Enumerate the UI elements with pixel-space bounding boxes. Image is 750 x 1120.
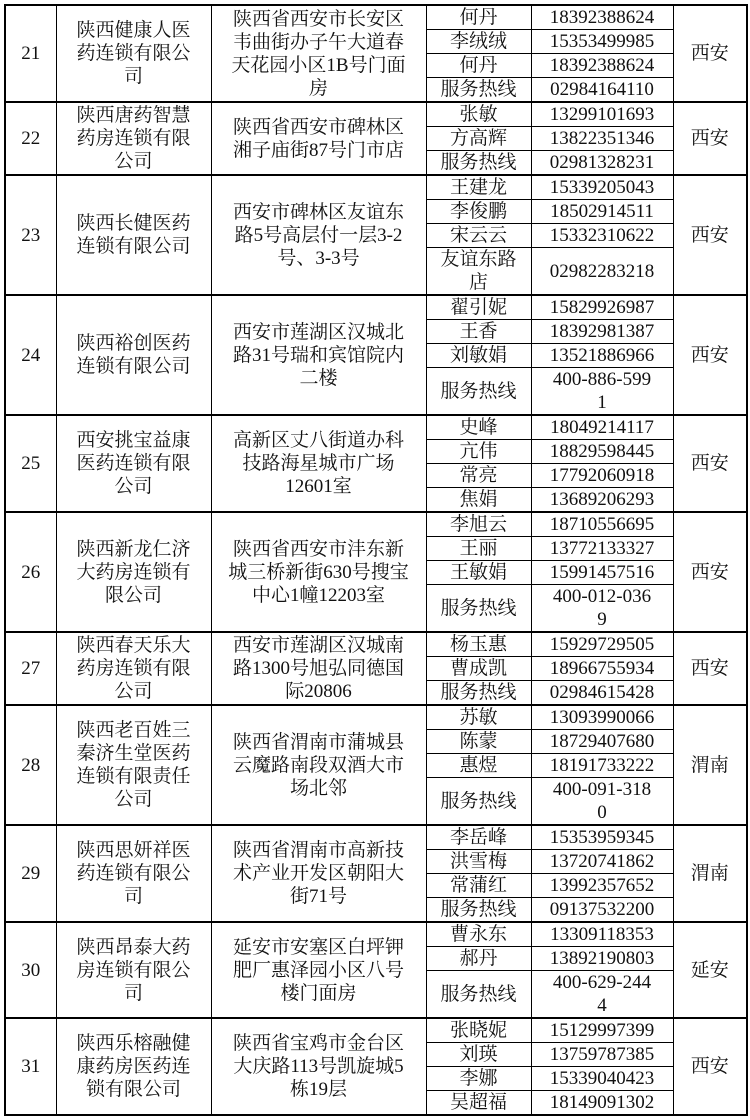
- company-name-text: 陕西思妍祥医药连锁有限公司: [76, 840, 191, 907]
- contact-name-text: 常蒲红: [449, 875, 507, 896]
- contact-name: [426, 1091, 531, 1116]
- company-block-first-row: [5, 922, 747, 947]
- contact-name-text: 宋云云: [449, 225, 507, 246]
- contact-name-text: 杨玉惠: [449, 634, 507, 655]
- company-name-text: 陕西新龙仁济大药房连锁有限公司: [76, 538, 191, 606]
- contact-phone: [531, 151, 673, 176]
- contact-name: [426, 537, 531, 561]
- contact-name: [426, 295, 531, 320]
- contact-phone: [531, 512, 673, 537]
- contact-name-text: 王建龙: [449, 177, 507, 198]
- company-name: [56, 295, 211, 415]
- contact-phone: [531, 415, 673, 440]
- contact-name-text: 洪雪梅: [449, 851, 507, 872]
- company-address-text: 高新区丈八街道办科技路海星城市广场12601室: [232, 430, 404, 497]
- contact-name-text: 史峰: [459, 417, 498, 438]
- contact-name: [426, 464, 531, 488]
- company-address-text: 陕西省西安市长安区韦曲街办子午大道春天花园小区1B号门面房: [231, 8, 406, 99]
- contact-phone-text: 18392981387: [549, 321, 655, 342]
- row-number: [5, 825, 56, 922]
- row-number: [5, 512, 56, 632]
- contact-phone-text: 400-886-5991: [552, 369, 652, 413]
- contact-name: [426, 5, 531, 30]
- contact-name-text: 张敏: [459, 104, 498, 125]
- city-name-text: 西安: [690, 344, 729, 366]
- company-name: [56, 102, 211, 175]
- contact-phone-text: 18149091302: [549, 1092, 655, 1113]
- contact-name-text: 服务热线: [440, 983, 517, 1005]
- contact-phone-text: 13720741862: [549, 851, 655, 872]
- city-name: [673, 295, 747, 415]
- contact-name: [426, 415, 531, 440]
- contact-phone: [531, 368, 673, 416]
- contact-phone: [531, 488, 673, 513]
- contact-phone: [531, 127, 673, 151]
- city-name-text: 西安: [690, 453, 729, 474]
- company-block-first-row: [5, 1018, 747, 1043]
- contact-phone: [531, 705, 673, 730]
- contact-name: [426, 825, 531, 850]
- contact-name-text: 吴超福: [449, 1092, 507, 1113]
- company-name-text: 陕西春天乐大药房连锁有限公司: [76, 635, 191, 702]
- contact-name: [426, 947, 531, 971]
- contact-phone: [531, 754, 673, 778]
- row-number: [5, 5, 56, 102]
- company-block-first-row: [5, 102, 747, 127]
- company-name: [56, 5, 211, 102]
- row-number-text: 22: [21, 128, 41, 149]
- contact-phone: [531, 320, 673, 344]
- contact-phone-text: 400-091-3180: [552, 779, 652, 823]
- contact-phone-text: 15991457516: [549, 562, 655, 583]
- row-number-text: 21: [21, 43, 41, 64]
- contact-name-text: 服务热线: [440, 380, 517, 402]
- city-name-text: 西安: [690, 1056, 729, 1077]
- row-number: [5, 1018, 56, 1115]
- contact-phone: [531, 200, 673, 224]
- company-address: [211, 102, 426, 175]
- row-number-text: 26: [21, 561, 41, 583]
- contact-phone-text: 15339205043: [549, 177, 655, 198]
- company-name-text: 陕西健康人医药连锁有限公司: [76, 20, 191, 87]
- row-number-text: 28: [21, 754, 41, 776]
- contact-name-text: 陈蒙: [459, 731, 498, 752]
- contact-phone: [531, 175, 673, 200]
- contact-phone: [531, 681, 673, 706]
- contact-name: [426, 1043, 531, 1067]
- contact-phone: [531, 295, 673, 320]
- contact-name-text: 何丹: [459, 55, 498, 76]
- contact-name: [426, 898, 531, 923]
- row-number-text: 27: [21, 658, 41, 679]
- contact-name-text: 王丽: [459, 538, 498, 559]
- contact-name-text: 翟引妮: [449, 297, 507, 318]
- row-number: [5, 922, 56, 1018]
- contact-phone-text: 15829926987: [549, 297, 655, 318]
- contact-name: [426, 971, 531, 1019]
- city-name: [673, 1018, 747, 1115]
- contact-phone-text: 13521886966: [549, 345, 655, 366]
- contact-name: [426, 681, 531, 706]
- contact-name: [426, 224, 531, 248]
- contact-phone: [531, 922, 673, 947]
- contact-phone: [531, 561, 673, 585]
- company-name-text: 陕西唐药智慧药房连锁有限公司: [76, 105, 191, 172]
- company-address: [211, 705, 426, 825]
- contact-phone: [531, 344, 673, 368]
- contact-name-text: 李娜: [459, 1068, 498, 1089]
- city-name: [673, 5, 747, 102]
- company-block-first-row: [5, 5, 747, 30]
- contact-name: [426, 561, 531, 585]
- contact-name-text: 李岳峰: [449, 827, 507, 848]
- row-number-text: 24: [21, 344, 41, 366]
- contact-name: [426, 440, 531, 464]
- contact-phone: [531, 730, 673, 754]
- contact-name-text: 服务热线: [440, 597, 517, 619]
- company-name: [56, 922, 211, 1018]
- contact-name: [426, 54, 531, 78]
- contact-phone: [531, 30, 673, 54]
- contact-name: [426, 127, 531, 151]
- company-block-first-row: [5, 175, 747, 200]
- contact-phone-text: 13299101693: [549, 104, 655, 125]
- company-address-text: 西安市莲湖区汉城北路31号瑞和宾馆院内二楼: [232, 321, 404, 389]
- city-name-text: 西安: [690, 658, 729, 679]
- contact-phone-text: 18502914511: [550, 201, 654, 222]
- contact-phone: [531, 248, 673, 296]
- contact-phone: [531, 1018, 673, 1043]
- contact-phone-text: 02982283218: [549, 260, 655, 282]
- row-number-text: 30: [21, 959, 41, 981]
- contact-phone: [531, 778, 673, 826]
- contact-name-text: 方高辉: [449, 128, 507, 149]
- contact-name: [426, 778, 531, 826]
- company-address: [211, 825, 426, 922]
- contact-name-text: 常亮: [459, 465, 498, 486]
- contact-phone: [531, 54, 673, 78]
- contact-phone: [531, 464, 673, 488]
- city-name-text: 西安: [690, 224, 729, 246]
- contact-phone: [531, 5, 673, 30]
- city-name: [673, 825, 747, 922]
- contact-phone-text: 18049214117: [550, 417, 654, 438]
- pharmacy-directory-table: [4, 4, 748, 1116]
- contact-name-text: 曹永东: [449, 924, 507, 945]
- contact-name: [426, 368, 531, 416]
- contact-name-text: 郝丹: [459, 948, 498, 969]
- city-name-text: 渭南: [690, 754, 729, 776]
- city-name: [673, 175, 747, 295]
- contact-name: [426, 1018, 531, 1043]
- contact-phone-text: 15129997399: [549, 1020, 655, 1041]
- contact-name: [426, 78, 531, 103]
- company-address-text: 延安市安塞区白坪钾肥厂惠泽园小区八号楼门面房: [232, 936, 404, 1004]
- contact-name-text: 服务热线: [440, 682, 517, 703]
- company-address-text: 西安市碑林区友谊东路5号高层付一层3-2号、3-3号: [232, 201, 404, 269]
- company-address: [211, 5, 426, 102]
- contact-name: [426, 30, 531, 54]
- contact-phone-text: 02981328231: [549, 152, 655, 173]
- company-address: [211, 1018, 426, 1115]
- contact-phone: [531, 78, 673, 103]
- contact-name-text: 服务热线: [440, 790, 517, 812]
- contact-phone: [531, 1043, 673, 1067]
- contact-phone-text: 18392388624: [549, 7, 655, 28]
- contact-name: [426, 344, 531, 368]
- contact-name: [426, 320, 531, 344]
- row-number: [5, 102, 56, 175]
- company-address-text: 陕西省西安市沣东新城三桥新街630号搜宝中心1幢12203室: [228, 538, 409, 606]
- city-name: [673, 102, 747, 175]
- contact-name: [426, 1067, 531, 1091]
- contact-phone: [531, 947, 673, 971]
- company-name: [56, 415, 211, 512]
- contact-phone-text: 400-012-0369: [552, 586, 652, 630]
- row-number: [5, 175, 56, 295]
- contact-phone: [531, 657, 673, 681]
- contact-phone-text: 15353499985: [549, 31, 655, 52]
- city-name-text: 渭南: [690, 863, 729, 884]
- contact-phone-text: 13689206293: [549, 489, 655, 510]
- contact-name: [426, 632, 531, 657]
- contact-phone-text: 13759787385: [549, 1044, 655, 1065]
- company-block-first-row: [5, 705, 747, 730]
- row-number: [5, 632, 56, 705]
- contact-name: [426, 874, 531, 898]
- city-name-text: 西安: [690, 561, 729, 583]
- contact-phone: [531, 440, 673, 464]
- company-name: [56, 632, 211, 705]
- company-address-text: 陕西省西安市碑林区湘子庙街87号门市店: [232, 116, 404, 161]
- contact-name: [426, 705, 531, 730]
- contact-phone: [531, 850, 673, 874]
- contact-phone-text: 400-629-2444: [552, 972, 652, 1016]
- company-address: [211, 512, 426, 632]
- contact-phone: [531, 224, 673, 248]
- row-number-text: 23: [21, 224, 41, 246]
- contact-name-text: 苏敏: [459, 707, 498, 728]
- contact-name-text: 张晓妮: [449, 1020, 507, 1041]
- contact-name-text: 李俊鹏: [449, 201, 507, 222]
- contact-phone: [531, 898, 673, 923]
- contact-name-text: 服务热线: [440, 899, 517, 920]
- company-name-text: 西安挑宝益康医药连锁有限公司: [76, 430, 191, 497]
- contact-name-text: 刘敏娟: [449, 345, 507, 366]
- contact-phone-text: 18966755934: [549, 658, 655, 679]
- contact-name: [426, 151, 531, 176]
- company-block-first-row: [5, 825, 747, 850]
- company-name: [56, 1018, 211, 1115]
- company-name-text: 陕西裕创医药连锁有限公司: [76, 333, 191, 377]
- company-address-text: 陕西省宝鸡市金台区大庆路113号凯旋城5栋19层: [232, 1033, 404, 1100]
- pharmacy-table-body: [5, 5, 747, 1115]
- contact-name: [426, 730, 531, 754]
- city-name: [673, 922, 747, 1018]
- row-number: [5, 415, 56, 512]
- company-name-text: 陕西老百姓三秦济生堂医药连锁有限责任公司: [76, 720, 191, 810]
- contact-phone-text: 17792060918: [549, 465, 655, 486]
- company-block-first-row: [5, 415, 747, 440]
- contact-name-text: 李绒绒: [449, 31, 507, 52]
- contact-phone-text: 18829598445: [549, 441, 655, 462]
- company-address: [211, 295, 426, 415]
- contact-phone: [531, 971, 673, 1019]
- company-name: [56, 705, 211, 825]
- contact-name-text: 惠煜: [459, 755, 498, 776]
- contact-name-text: 服务热线: [440, 79, 517, 100]
- contact-name: [426, 850, 531, 874]
- contact-phone-text: 18392388624: [549, 55, 655, 76]
- company-block-first-row: [5, 295, 747, 320]
- contact-name: [426, 102, 531, 127]
- contact-phone-text: 13822351346: [549, 128, 655, 149]
- company-address-text: 陕西省渭南市蒲城县云魔路南段双酒大市场北邻: [232, 731, 404, 799]
- contact-phone: [531, 1067, 673, 1091]
- contact-name: [426, 512, 531, 537]
- company-name: [56, 825, 211, 922]
- contact-phone: [531, 1091, 673, 1116]
- company-address: [211, 632, 426, 705]
- row-number: [5, 295, 56, 415]
- contact-name-text: 刘瑛: [459, 1044, 498, 1065]
- contact-name: [426, 585, 531, 633]
- row-number-text: 31: [21, 1056, 41, 1077]
- contact-name: [426, 488, 531, 513]
- city-name-text: 延安: [690, 959, 729, 981]
- city-name-text: 西安: [690, 43, 729, 64]
- contact-name-text: 服务热线: [440, 152, 517, 173]
- contact-name: [426, 200, 531, 224]
- city-name: [673, 415, 747, 512]
- contact-name: [426, 248, 531, 296]
- contact-phone: [531, 585, 673, 633]
- contact-phone-text: 18729407680: [549, 731, 655, 752]
- contact-phone: [531, 537, 673, 561]
- company-address-text: 陕西省渭南市高新技术产业开发区朝阳大街71号: [232, 840, 404, 907]
- company-name: [56, 175, 211, 295]
- contact-phone-text: 15353959345: [549, 827, 655, 848]
- company-address: [211, 415, 426, 512]
- contact-phone-text: 18710556695: [549, 514, 655, 535]
- contact-phone-text: 15929729505: [549, 634, 655, 655]
- company-block-first-row: [5, 632, 747, 657]
- company-name-text: 陕西乐榕融健康药房医药连锁有限公司: [76, 1033, 191, 1100]
- company-name-text: 陕西昂泰大药房连锁有限公司: [76, 936, 191, 1004]
- city-name-text: 西安: [690, 128, 729, 149]
- contact-name-text: 友谊东路店: [440, 249, 517, 293]
- contact-phone-text: 13992357652: [549, 875, 655, 896]
- contact-phone-text: 13772133327: [549, 538, 655, 559]
- contact-phone-text: 18191733222: [549, 755, 655, 776]
- contact-phone-text: 02984164110: [550, 79, 654, 100]
- company-address-text: 西安市莲湖区汉城南路1300号旭弘同德国际20806: [232, 635, 404, 702]
- contact-name-text: 李旭云: [449, 514, 507, 535]
- company-name: [56, 512, 211, 632]
- contact-name: [426, 922, 531, 947]
- contact-phone-text: 09137532200: [549, 899, 655, 920]
- company-block-first-row: [5, 512, 747, 537]
- company-address: [211, 922, 426, 1018]
- company-name-text: 陕西长健医药连锁有限公司: [76, 213, 191, 257]
- contact-phone: [531, 825, 673, 850]
- contact-phone-text: 13093990066: [549, 707, 655, 728]
- contact-phone-text: 13892190803: [549, 948, 655, 969]
- contact-phone-text: 15339040423: [549, 1068, 655, 1089]
- contact-name: [426, 657, 531, 681]
- row-number: [5, 705, 56, 825]
- contact-name-text: 何丹: [459, 7, 498, 28]
- contact-phone-text: 15332310622: [549, 225, 655, 246]
- contact-name-text: 亢伟: [459, 441, 498, 462]
- city-name: [673, 705, 747, 825]
- contact-name-text: 焦娟: [459, 489, 498, 510]
- contact-phone: [531, 874, 673, 898]
- contact-phone: [531, 632, 673, 657]
- contact-name: [426, 175, 531, 200]
- contact-name-text: 曹成凯: [449, 658, 507, 679]
- company-address: [211, 175, 426, 295]
- city-name: [673, 512, 747, 632]
- contact-phone: [531, 102, 673, 127]
- row-number-text: 25: [21, 453, 41, 474]
- contact-name-text: 王香: [459, 321, 498, 342]
- contact-name: [426, 754, 531, 778]
- row-number-text: 29: [21, 863, 41, 884]
- contact-name-text: 王敏娟: [449, 562, 507, 583]
- contact-phone-text: 02984615428: [549, 682, 655, 703]
- contact-phone-text: 13309118353: [550, 924, 654, 945]
- city-name: [673, 632, 747, 705]
